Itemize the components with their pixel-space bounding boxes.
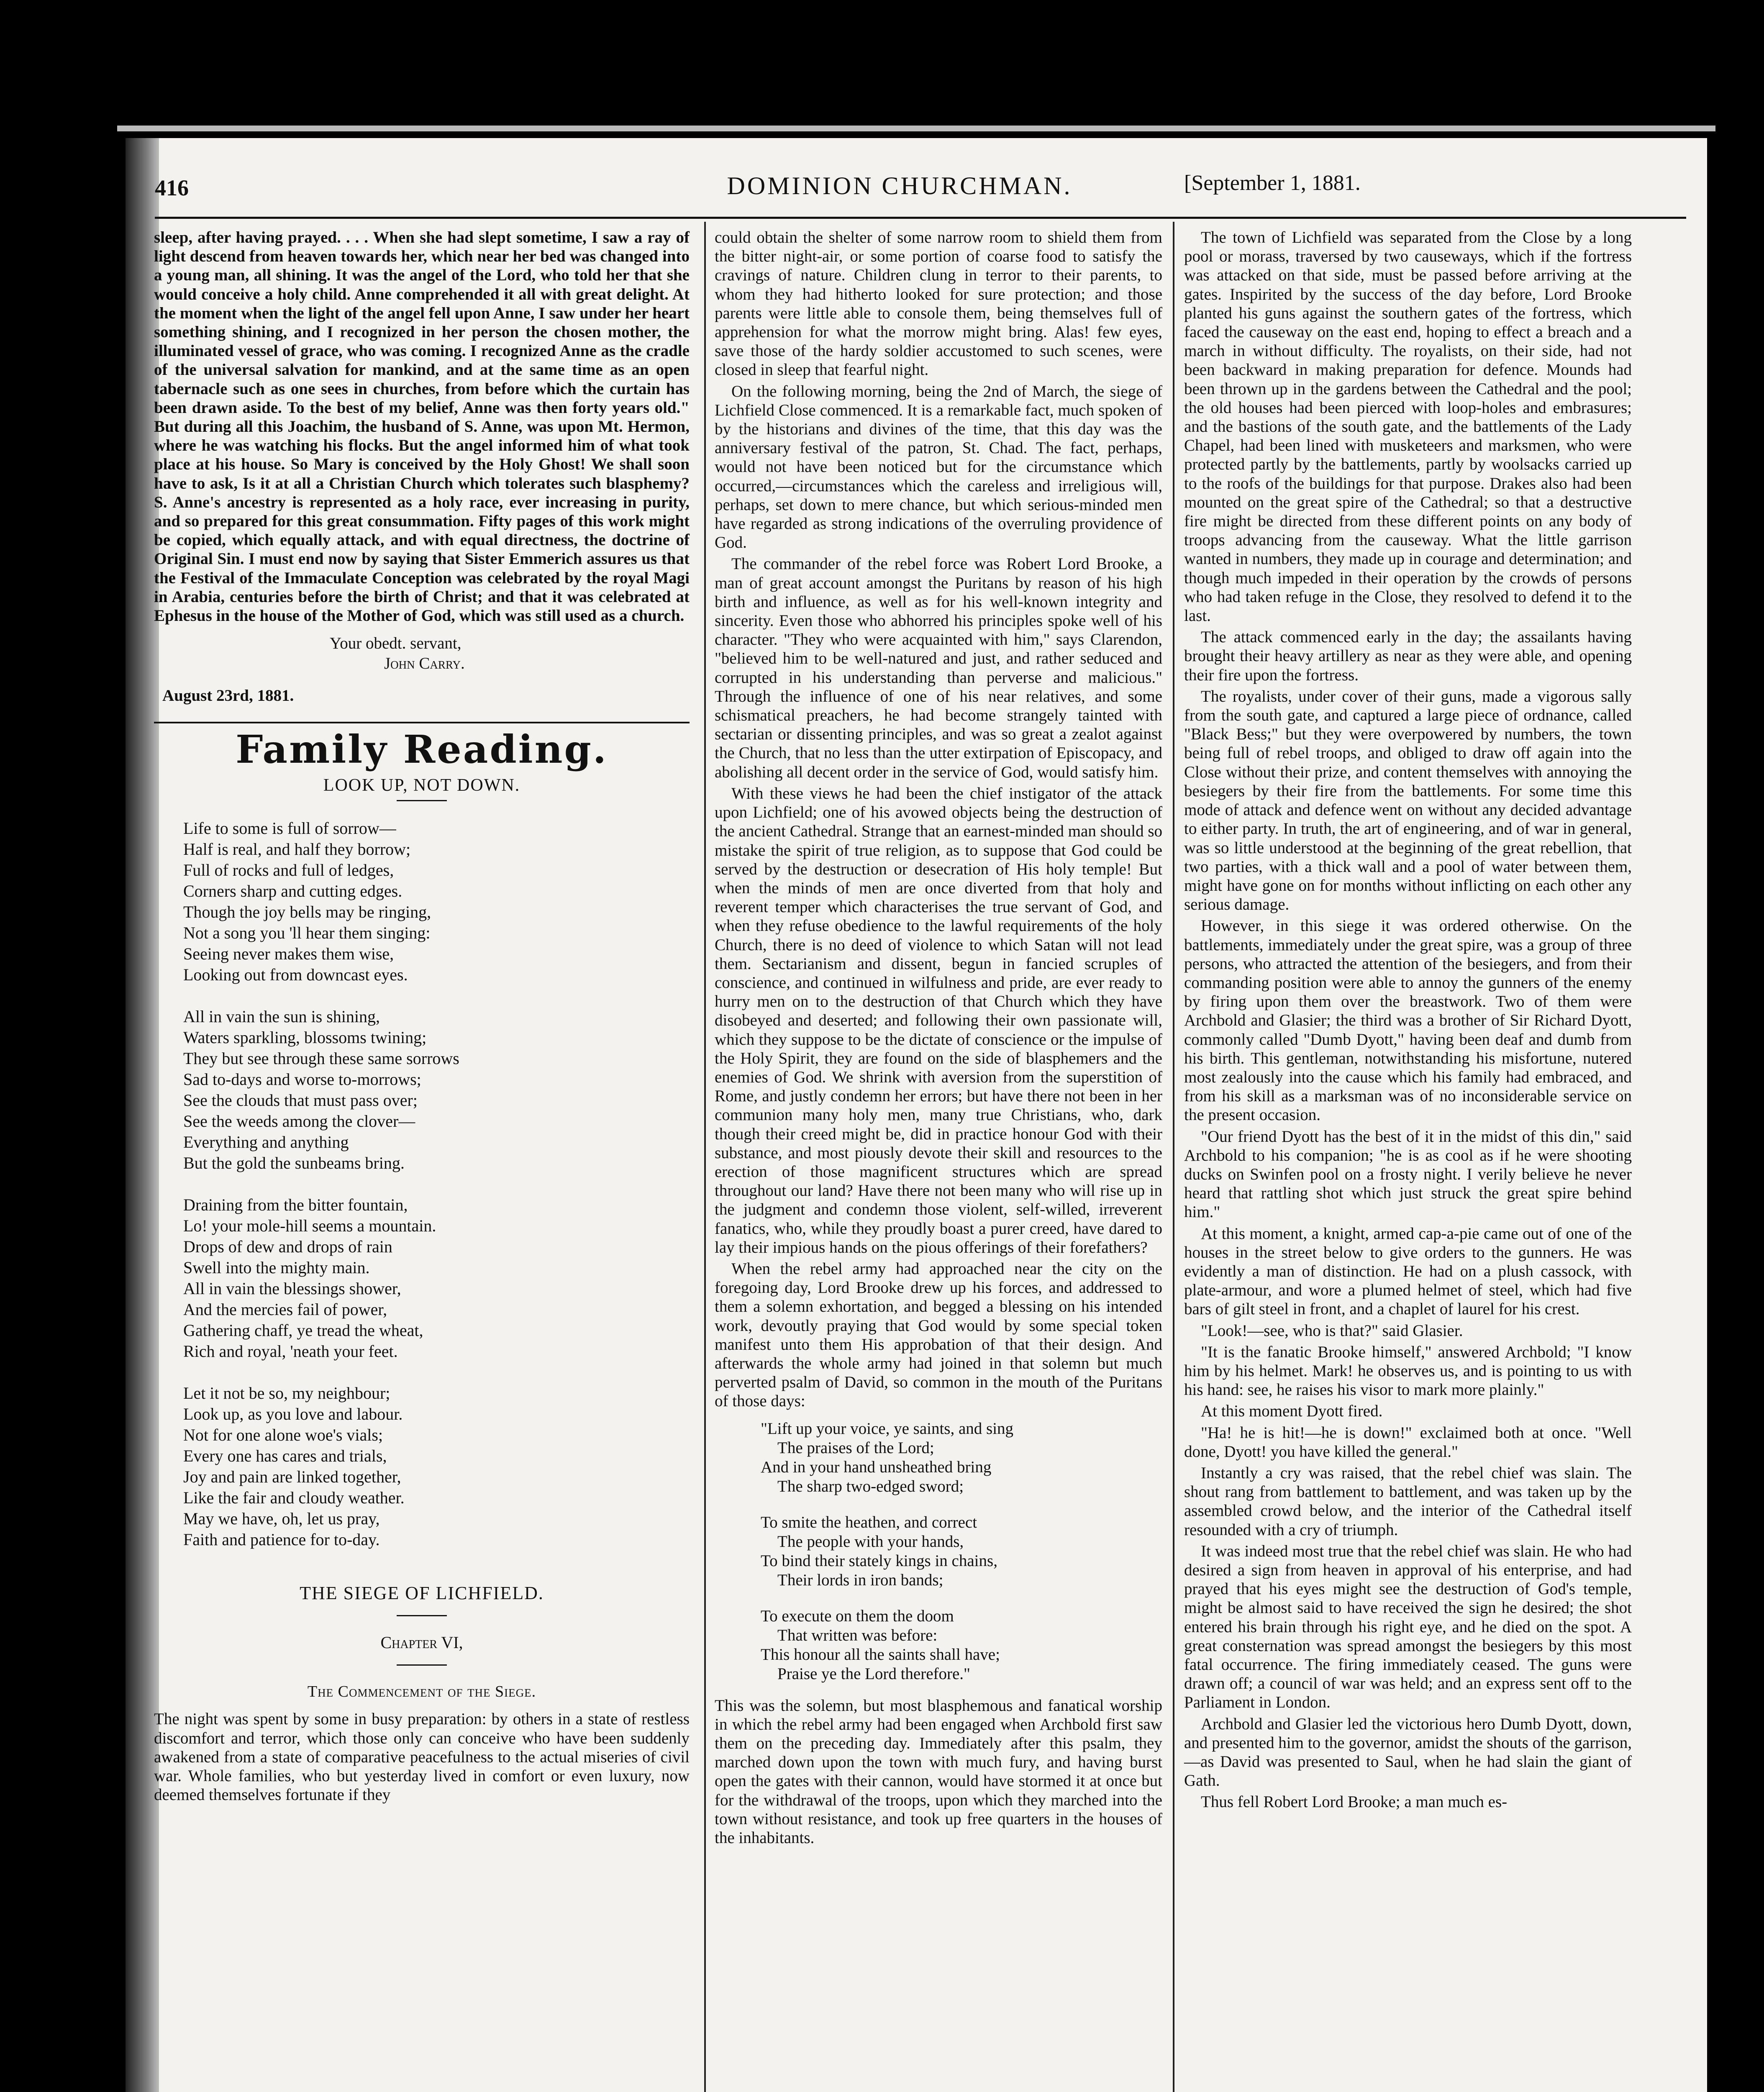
stanza-gap — [761, 1496, 1162, 1513]
story-paragraph: The commander of the rebel force was Robert Lord Brooke, a man of great account amongst the Puritans by reason of his high birth and influence, as well as for his well-known integrity and sincerity. Even those who abhorred his principles spoke well of his character. "They who were acquainted with him," says Clarendon, "believed him to be well-natured and just, and rather seduced and corrupted in his understanding than perverse and malicious." Through the influence of one of his near relatives, and some schismatical preachers, he had become strangely tainted with sectarian or dissenting principles, and was so great a zealot against the Church, that no less than the utter extirpation of Episcopacy, and abolishing all decent order in the service of God, would satisfy him. — [715, 555, 1162, 781]
header-rule — [155, 217, 1686, 219]
poem-line: See the weeds among the clover— — [183, 1111, 415, 1131]
column-divider — [1173, 222, 1174, 2092]
story-paragraph: At this moment Dyott fired. — [1201, 1402, 1383, 1420]
letter-closing: Your obedt. servant, — [330, 634, 462, 653]
poem-line: Like the fair and cloudy weather. — [183, 1488, 405, 1507]
psalm-line: Praise ye the Lord therefore." — [777, 1664, 970, 1683]
column-divider — [704, 222, 706, 2092]
story-paragraph: Instantly a cry was raised, that the rebel chief was slain. The shout rang from battlement to battlement, and was taken up by the assembled crowd below, and the interior of the Cathedral itself resounded with a cry of triumph. — [1184, 1464, 1632, 1539]
scan-border — [117, 126, 1715, 131]
psalm-line: Their lords in iron bands; — [777, 1571, 944, 1589]
poem-line: Swell into the mighty main. — [183, 1258, 370, 1277]
page-number: 416 — [155, 175, 189, 200]
poem-line: Seeing never makes them wise, — [183, 944, 394, 963]
poem-line: Faith and patience for to-day. — [183, 1530, 380, 1549]
poem-line: Drops of dew and drops of rain — [183, 1237, 392, 1256]
psalm-line: To execute on them the doom — [761, 1607, 954, 1625]
letter-signature-block — [330, 633, 690, 674]
poem-stanza — [183, 1383, 690, 1550]
poem-line: Corners sharp and cutting edges. — [183, 881, 403, 900]
column-3 — [1184, 228, 1632, 1814]
story-paragraph: The town of Lichfield was separated from the Close by a long pool or morass, traversed by two causeways, which if the fortress was attacked on that side, must be passed before arriving at the gates. Inspirited by the success of the day before, Lord Brooke planted his guns against the southern gates of the fortress, which faced the causeway on the east end, hoping to effect a breach and a march in without difficulty. The royalists, on their side, had not been backward in making preparation for defence. Mounds had been thrown up in the gardens between the Cathedral and the pool; the old houses had been pierced with loop-holes and embrasures; and the bastions of the south gate, and the battlements of the Lady Chapel, had been lined with musketeers and marksmen, who were protected partly by the battlements, partly by woolsacks carried up to the roofs of the buildings for that purpose. Drakes also had been mounted on the great spire of the Cathedral; so that a destructive fire might be directed from these different points on any body of troops advancing from the causeway. What the little garrison wanted in numbers, they made up in courage and determination; and though much impeded in their operation by the crowds of persons who had taken refuge in the Close, they resolved to defend it to the last. — [1184, 228, 1632, 625]
story-paragraph: The attack commenced early in the day; the assailants having brought their heavy artillery as near as they were able, and opening their fire upon the fortress. — [1184, 628, 1632, 684]
poem-line: Draining from the bitter fountain, — [183, 1195, 408, 1214]
poem-title: LOOK UP, NOT DOWN. — [323, 775, 520, 795]
story-paragraph: "Ha! he is hit!—he is down!" exclaimed both at once. "Well done, Dyott! you have killed the general." — [1184, 1423, 1632, 1461]
psalm-line: The praises of the Lord; — [777, 1438, 934, 1457]
psalm-line: The sharp two-edged sword; — [777, 1477, 964, 1495]
poem-line: Half is real, and half they borrow; — [183, 839, 411, 859]
poem-line: Looking out from downcast eyes. — [183, 965, 408, 984]
poem-line: Sad to-days and worse to-morrows; — [183, 1069, 421, 1089]
letter — [154, 228, 690, 705]
story-paragraph: At this moment, a knight, armed cap-a-pie came out of one of the houses in the street below to give orders to the gunners. He was evidently a man of distinction. He had on a plush cassock, with plate-armour, and wore a plumed helmet of steel, which had five bars of gilt steel in front, and a chaplet of laurel for his crest. — [1184, 1224, 1632, 1318]
poem-line: Though the joy bells may be ringing, — [183, 902, 431, 921]
poem-line: Life to some is full of sorrow— — [183, 818, 396, 838]
poem-line: Rich and royal, 'neath your feet. — [183, 1341, 398, 1361]
psalm-line: This honour all the saints shall have; — [761, 1645, 1000, 1664]
poem-line: Gathering chaff, ye tread the wheat, — [183, 1320, 423, 1340]
poem-stanza — [183, 1195, 690, 1362]
poem-line: They but see through these same sorrows — [183, 1049, 459, 1068]
poem-line: Not for one alone woe's vials; — [183, 1425, 383, 1444]
column-1 — [154, 228, 690, 1807]
title-rule — [397, 1664, 447, 1666]
stanza-gap — [761, 1590, 1162, 1607]
story-paragraph: "Our friend Dyott has the best of it in the midst of this din," said Archbold to his companion; "he is as cool as if he were shooting ducks on Swinfen pool on a frosty night. I verily believe he never heard that rattling shot which just struck the great spire behind him." — [1184, 1127, 1632, 1221]
psalm-line: The people with your hands, — [777, 1532, 964, 1551]
story-title: THE SIEGE OF LICHFIELD. — [300, 1582, 544, 1603]
poem-stanza — [183, 818, 690, 985]
chapter-subheading: The Commencement of the Siege. — [307, 1683, 536, 1701]
story-paragraph: On the following morning, being the 2nd of March, the siege of Lichfield Close commenced. It is a remarkable fact, much spoken of by the historians and divines of the time, that this day was the anniversary festival of the patron, St. Chad. The fact, perhaps, would not have been noticed but for the circumstance which occurred,—circumstances which the careless and irreligious will, perhaps, set down to mere chance, but which serious-minded men have regarded as strong indications of the overruling providence of God. — [715, 382, 1162, 552]
story-paragraph: could obtain the shelter of some narrow room to shield them from the bitter night-air, or some portion of coarse food to satisfy the cravings of nature. Children clung in terror to their parents, to whom they had hitherto looked for sure protection; and those parents were little able to console them, being themselves full of apprehension for what the morrow might bring. Alas! few eyes, save those of the hardy soldier accustomed to such scenes, were closed in sleep that fearful night. — [715, 228, 1162, 379]
section-rule — [154, 722, 690, 723]
story-paragraph: It was indeed most true that the rebel chief was slain. He who had desired a sign from heaven in approval of his enterprise, and had prayed that his eyes might see the destruction of God's temple, might be almost said to have received the sign he desired; the shot entered his brain through his right eye, and he died on the spot. A great consternation was spread amongst the besiegers by this most fatal occurrence. The firing immediately ceased. The guns were drawn off; a council of war was held; and an express sent off to the Parliament in London. — [1184, 1542, 1632, 1712]
psalm-quote — [761, 1419, 1162, 1684]
poem-line: May we have, oh, let us pray, — [183, 1509, 380, 1528]
story-paragraph: "Look!—see, who is that?" said Glasier. — [1201, 1321, 1463, 1340]
issue-date: [September 1, 1881. — [1184, 171, 1361, 195]
psalm-line: "Lift up your voice, ye saints, and sing — [761, 1419, 1014, 1438]
poem-line: Full of rocks and full of ledges, — [183, 860, 394, 879]
story-paragraph: However, in this siege it was ordered otherwise. On the battlements, immediately under the great spire, was a group of three persons, who attracted the attention of the besiegers, and from their commanding position were able to annoy the gunners of the enemy by firing upon them over the breastwork. Two of them were Archbold and Glasier; the third was a brother of Sir Richard Dyott, commonly called "Dumb Dyott," having been deaf and dumb from his birth. This gentleman, notwithstanding his misfortune, nutered most zealously into the cause which his family had embraced, and from his skill as a marksman was of no inconsiderable service on the present occasion. — [1184, 917, 1632, 1124]
story-paragraph: The royalists, under cover of their guns, made a vigorous sally from the south gate, and captured a large piece of ordnance, called "Black Bess;" but they were overpowered by numbers, the town being full of rebel troops, and obliged to draw off again into the Close without their prize, and content themselves with annoying the besiegers by their fire from the battlements. For some time this mode of attack and defence went on without any decided advantage to either party. In truth, the art of engineering, and of war in general, was so little understood at the beginning of the great rebellion, that two parties, with a thick wall and a pool of water between them, might have gone on for months without inflicting on each other any serious damage. — [1184, 687, 1632, 914]
story-paragraph: Archbold and Glasier led the victorious hero Dumb Dyott, down, and presented him to the governor, amidst the shouts of the garrison,—as David was presented to Saul, when he had slain the giant of Gath. — [1184, 1715, 1632, 1790]
poem-line: Lo! your mole-hill seems a mountain. — [183, 1216, 436, 1235]
poem-line: Not a song you 'll hear them singing: — [183, 923, 431, 942]
story-paragraph: "It is the fanatic Brooke himself," answered Archbold; "I know him by his helmet. Mark! he observes us, and is pointing to us with his hand: see, he raises his visor to mark more plainly." — [1184, 1343, 1632, 1399]
psalm-line: To bind their stately kings in chains, — [761, 1551, 997, 1570]
masthead-title: DOMINION CHURCHMAN. — [727, 172, 1072, 200]
title-rule — [397, 800, 447, 801]
story-paragraph: This was the solemn, but most blasphemous and fanatical worship in which the rebel army had been engaged when Archbold first saw them on the preceding day. Immediately after this psalm, they marched down upon the town with much fury, and having burst open the gates with their cannon, would have stormed it at once but for the withdrawal of the troops, upon which they marched into the town without resistance, and took up free quarters in the houses of the inhabitants. — [715, 1696, 1162, 1847]
poem-line: Let it not be so, my neighbour; — [183, 1383, 390, 1402]
story-paragraph: The night was spent by some in busy preparation: by others in a state of restless discomfort and terror, which those only can conceive who have been suddenly awakened from a state of comparative peacefulness to the actual miseries of civil war. Whole families, who but yesterday lived in comfort or even luxury, now deemed themselves fortunate if they — [154, 1710, 690, 1804]
letter-date: August 23rd, 1881. — [162, 687, 294, 705]
story-paragraph: When the rebel army had approached near the city on the foregoing day, Lord Brooke drew up his forces, and addressed to them a solemn exhortation, and begged a blessing on his intended work, devoutly praying that God would by some special token manifest unto them His approbation of that their design. And afterwards the whole army had joined in that solemn but much perverted psalm of David, so common in the mouth of the Puritans of those days: — [715, 1259, 1162, 1410]
column-2 — [715, 228, 1162, 1850]
poem-line: Every one has cares and trials, — [183, 1446, 387, 1465]
poem-line: But the gold the sunbeams bring. — [183, 1153, 405, 1172]
psalm-line: To smite the heathen, and correct — [761, 1513, 977, 1531]
poem-line: Everything and anything — [183, 1132, 349, 1151]
letter-paragraph: sleep, after having prayed. . . . When she had slept sometime, I saw a ray of light descend from heaven towards her, which near her bed was changed into a young man, all shining. It was the angel of the Lord, who told her that she would conceive a holy child. Anne comprehended it all with great delight. At the moment when the light of the angel fell upon Anne, I saw under her heart something shining, and I recognized in her person the chosen mother, the illuminated vessel of grace, who was coming. I recognized Anne as the cradle of the universal salvation for mankind, and at the same time as an open tabernacle such as one sees in churches, from before which the curtain has been drawn aside. To the best of my belief, Anne was then forty years old." But during all this Joachim, the husband of S. Anne, was upon Mt. Hermon, where he was watching his flocks. But the angel informed him of what took place at his house. So Mary is conceived by the Holy Ghost! We shall soon have to ask, Is it at all a Christian Church which tolerates such blasphemy? S. Anne's ancestry is represented as a holy race, ever increasing in purity, and so prepared for this great consummation. Fifty pages of this work might be copied, which equally attack, and with equal directness, the doctrine of Original Sin. I must end now by saying that Sister Emmerich assures us that the Festival of the Immaculate Conception was celebrated by the royal Magi in Arabia, centuries before the birth of Christ; and that it was celebrated at Ephesus in the house of the Mother of God, which was still used as a church. — [154, 228, 690, 625]
story-paragraph: With these views he had been the chief instigator of the attack upon Lichfield; one of his avowed objects being the destruction of the ancient Cathedral. Strange that an earnest-minded man should so mistake the spirit of true religion, as to suppose that God could be served by the destruction or desecration of His holy temple! But when the minds of men are once diverted from that holy and reverent temper which characterises the true servant of God, and when they refuse obedience to the lawful requirements of the holy Church, there is no deed of violence to which Satan will not lead them. Sectarianism and dissent, begun in fancied scruples of conscience, and continued in wilfulness and pride, are ever ready to hurry men on to the destruction of that Church which they have disobeyed and deserted; and following their own passionate will, which they suppose to be the dictate of conscience or the impulse of the Holy Spirit, they are found on the side of blasphemers and the enemies of God. We shrink with aversion from the superstition of Rome, and justly condemn her errors; but have there not been in her communion many holy men, many true Christians, who, dark though their creed might be, did in practice honour God with their substance, and most piously devote their skill and resources to the erection of those magnificent structures which are spread throughout our land? Have there not been many who will rise up in the judgment and condemn those violent, self-willed, irreverent fanatics, who, while they proudly boast a purer creed, have dared to lay their impious hands on the pious offerings of their forefathers? — [715, 784, 1163, 1256]
poem-line: Waters sparkling, blossoms twining; — [183, 1028, 427, 1047]
story-paragraph: Thus fell Robert Lord Brooke; a man much es- — [1201, 1793, 1508, 1811]
letter-signature: John Carry. — [384, 654, 465, 673]
section-heading: Family Reading. — [236, 727, 608, 772]
poem-line: All in vain the blessings shower, — [183, 1279, 401, 1298]
poem-stanza — [183, 1006, 690, 1174]
psalm-line: And in your hand unsheathed bring — [761, 1458, 992, 1476]
poem-line: Look up, as you love and labour. — [183, 1404, 403, 1423]
poem-line: All in vain the sun is shining, — [183, 1007, 380, 1026]
title-rule — [397, 1615, 447, 1616]
chapter-heading: Chapter VI, — [380, 1633, 463, 1652]
poem-line: Joy and pain are linked together, — [183, 1467, 401, 1486]
poem-line: And the mercies fail of power, — [183, 1300, 387, 1319]
poem-line: See the clouds that must pass over; — [183, 1090, 418, 1110]
psalm-line: That written was before: — [777, 1626, 938, 1644]
